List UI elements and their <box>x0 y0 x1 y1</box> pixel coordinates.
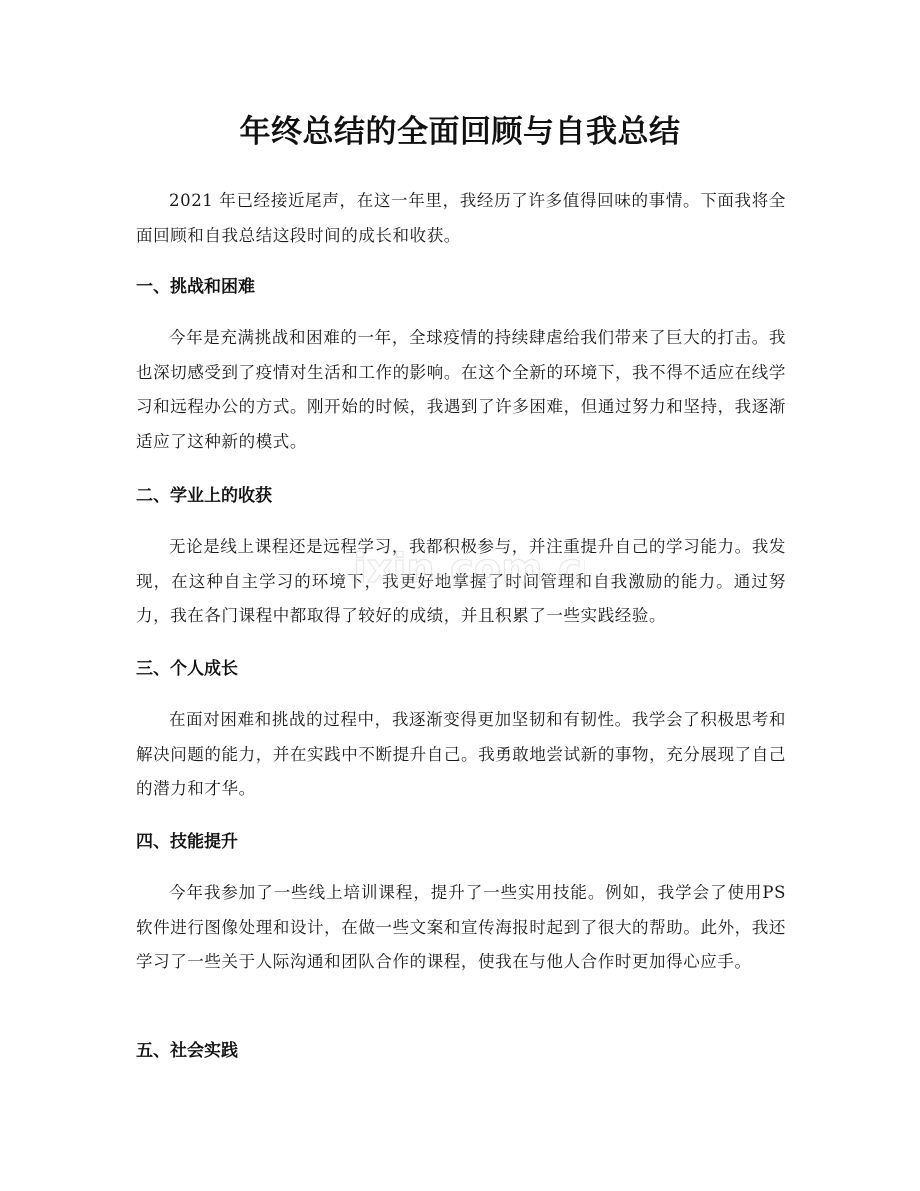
section-heading-academics: 二、学业上的收获 <box>136 486 272 506</box>
section-heading-social-practice: 五、社会实践 <box>136 1041 238 1061</box>
section-heading-skills: 四、技能提升 <box>136 832 238 852</box>
watermark-text: ixin.com.c <box>355 546 582 592</box>
section-body-skills: 今年我参加了一些线上培训课程，提升了一些实用技能。例如，我学会了使用PS 软件进行图像处理和设计，在做一些文案和宣传海报时起到了很大的帮助。此外，我还学习了一些关于人际沟通和团队合作的课程，使我在与他人合作时更加得心应手。 <box>136 883 786 971</box>
intro-paragraph: 2021 年已经接近尾声，在这一年里，我经历了许多值得回味的事情。下面我将全面回顾和自我总结这段时间的成长和收获。 <box>136 191 786 245</box>
section-body-growth: 在面对困难和挑战的过程中，我逐渐变得更加坚韧和有韧性。我学会了积极思考和解决问题的能力，并在实践中不断提升自己。我勇敢地尝试新的事物，充分展现了自己的潜力和才华。 <box>136 710 786 798</box>
section-body-challenges: 今年是充满挑战和困难的一年，全球疫情的持续肆虐给我们带来了巨大的打击。我也深切感受到了疫情对生活和工作的影响。在这个全新的环境下，我不得不适应在线学习和远程办公的方式。刚开始的时候，我遇到了许多困难，但通过努力和坚持，我逐渐适应了这种新的模式。 <box>136 328 786 451</box>
section-body-academics: 无论是线上课程还是远程学习，我都积极参与，并注重提升自己的学习能力。我发现，在这种自主学习的环境下，我更好地掌握了时间管理和自我激励的能力。通过努力，我在各门课程中都取得了较好的成绩，并且积累了一些实践经验。 <box>136 537 786 625</box>
document-title: 年终总结的全面回顾与自我总结 <box>239 114 681 150</box>
section-heading-growth: 三、个人成长 <box>136 659 238 679</box>
section-heading-challenges: 一、挑战和困难 <box>136 277 255 297</box>
